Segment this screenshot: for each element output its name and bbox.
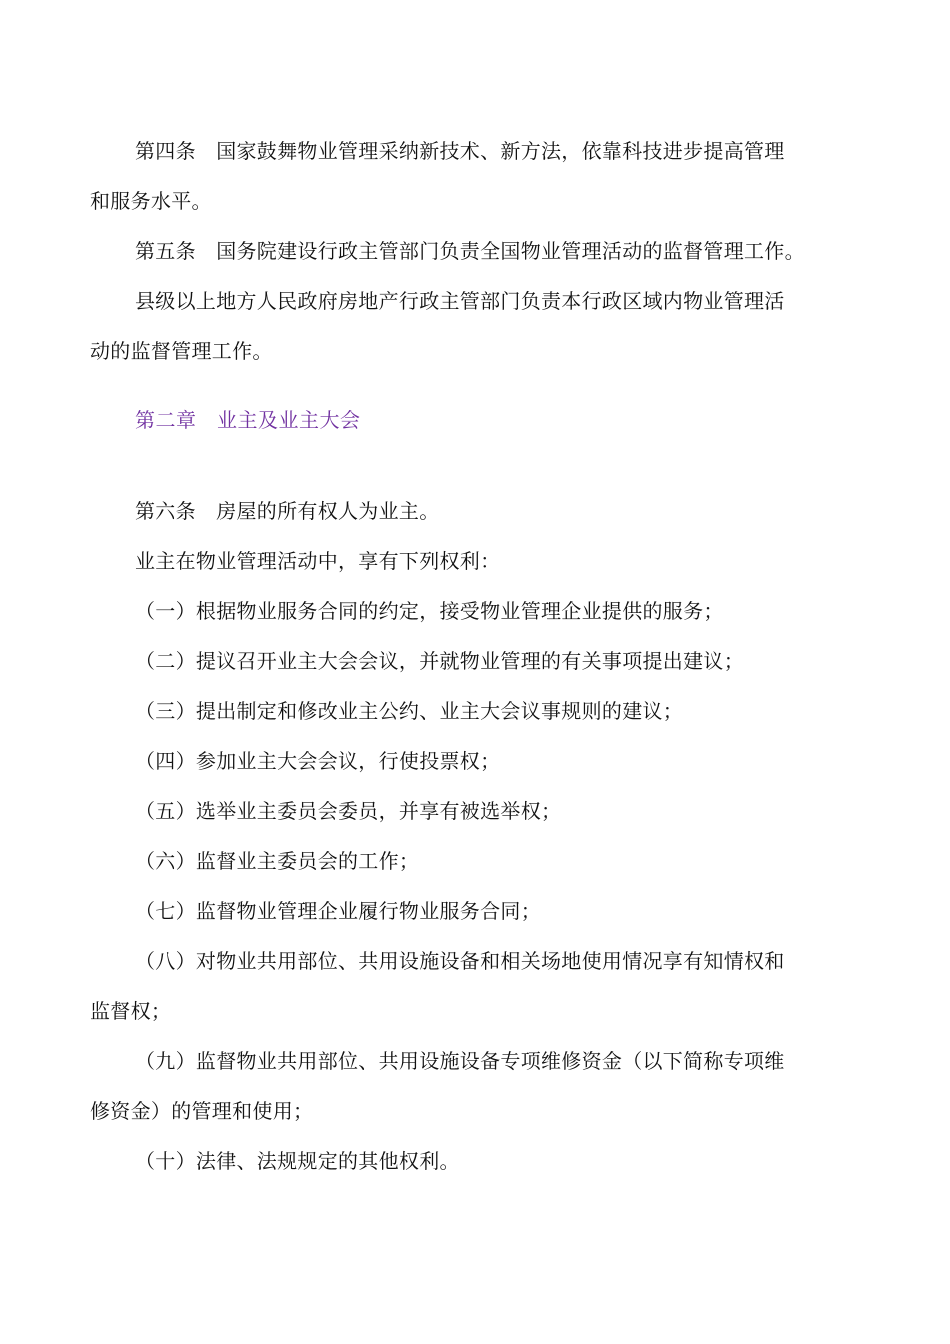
rights-intro: 业主在物业管理活动中，享有下列权利： xyxy=(135,549,501,573)
article-4-line-1: 第四条 国家鼓舞物业管理采纳新技术、新方法，依靠科技进步提高管理 xyxy=(135,139,785,163)
right-item-4: （四）参加业主大会会议，行使投票权； xyxy=(135,749,501,773)
right-item-10: （十）法律、法规规定的其他权利。 xyxy=(135,1149,460,1173)
article-5-line-1: 第五条 国务院建设行政主管部门负责全国物业管理活动的监督管理工作。 xyxy=(135,239,805,263)
right-item-3: （三）提出制定和修改业主公约、业主大会议事规则的建议； xyxy=(135,699,684,723)
chapter-heading: 第二章 业主及业主大会 xyxy=(135,408,361,432)
right-item-9-line-1: （九）监督物业共用部位、共用设施设备专项维修资金（以下简称专项维 xyxy=(135,1049,785,1073)
right-item-6: （六）监督业主委员会的工作； xyxy=(135,849,420,873)
right-item-1: （一）根据物业服务合同的约定，接受物业管理企业提供的服务； xyxy=(135,599,724,623)
article-4-line-2: 和服务水平。 xyxy=(90,189,212,213)
right-item-2: （二）提议召开业主大会会议，并就物业管理的有关事项提出建议； xyxy=(135,649,744,673)
article-5-line-3: 动的监督管理工作。 xyxy=(90,339,273,363)
article-6-line-1: 第六条 房屋的所有权人为业主。 xyxy=(135,499,440,523)
right-item-8-line-2: 监督权； xyxy=(90,999,172,1023)
right-item-9-line-2: 修资金）的管理和使用； xyxy=(90,1099,314,1123)
article-5-line-2: 县级以上地方人民政府房地产行政主管部门负责本行政区域内物业管理活 xyxy=(135,289,785,313)
right-item-8-line-1: （八）对物业共用部位、共用设施设备和相关场地使用情况享有知情权和 xyxy=(135,949,785,973)
right-item-7: （七）监督物业管理企业履行物业服务合同； xyxy=(135,899,541,923)
right-item-5: （五）选举业主委员会委员，并享有被选举权； xyxy=(135,799,562,823)
